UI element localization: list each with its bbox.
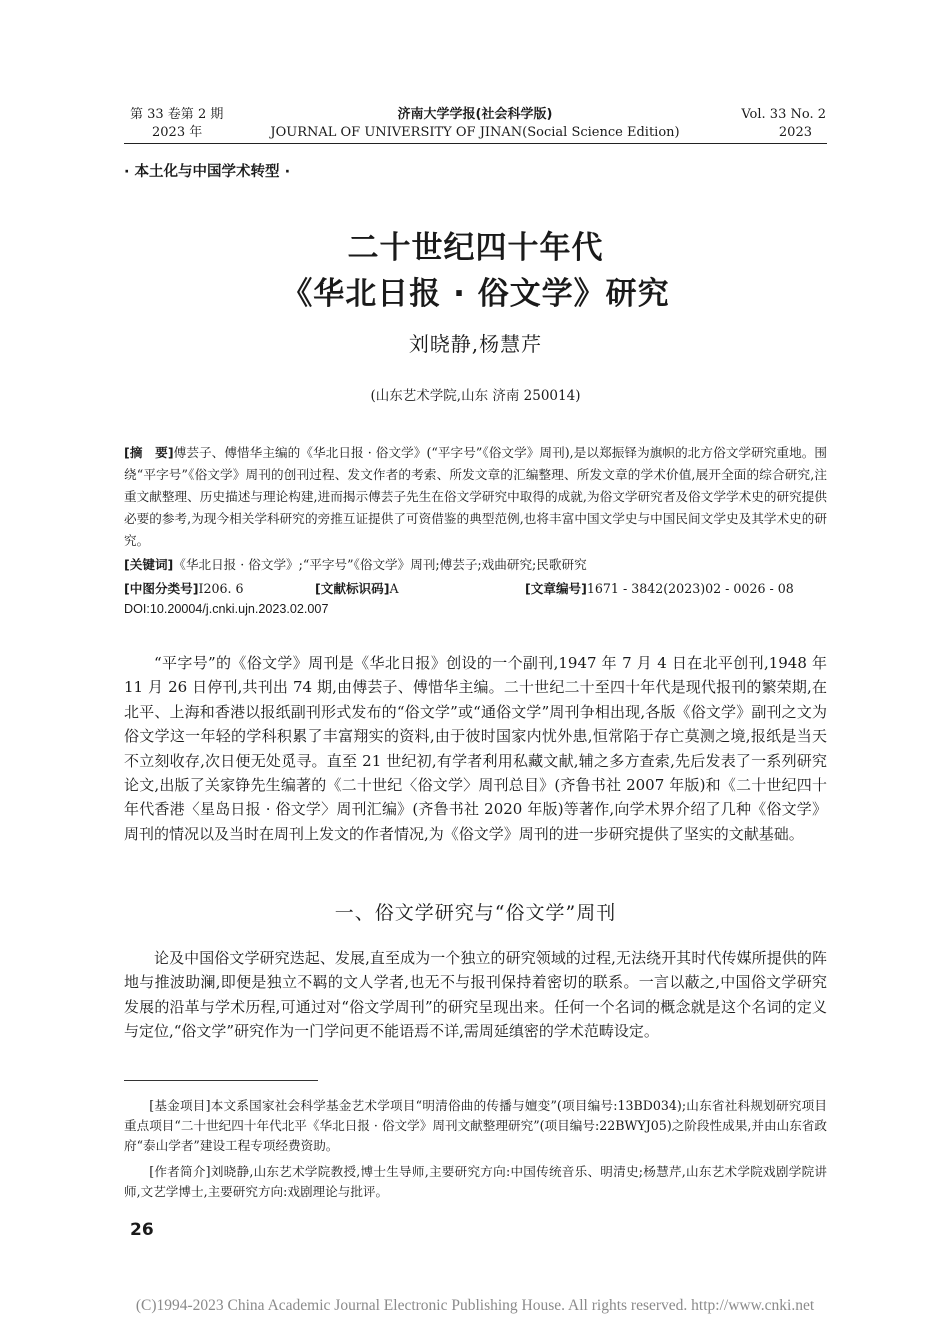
volume-en: Vol. 33 No. 2 — [741, 107, 826, 122]
classification-row — [124, 578, 827, 598]
running-header-right — [741, 106, 826, 142]
abstract-label: [摘 要] — [124, 445, 174, 460]
body-paragraph: 论及中国俗文学研究迭起、发展,直至成为一个独立的研究领域的过程,无法绕开其时代传媒所提供的阵地与推波助澜,即便是独立不羁的文人学者,也无不与报刊保持着密切的联系。一言以蔽之,中国俗文学研究发展的沿革与学术历程,可通过对“俗文学周刊”的研究呈现出来。任何一个名词的概念就是这个名词的定义与定位,“俗文学”研究作为一门学问更不能语焉不详,需周延缜密的学术范畴设定。 — [124, 949, 827, 1041]
journal-title-cn: 济南大学学报(社会科学版) — [397, 107, 553, 122]
journal-title-en: JOURNAL OF UNIVERSITY OF JINAN(Social Science Edition) — [270, 125, 680, 140]
header-rule — [124, 143, 827, 144]
year-cn: 2023 年 — [152, 125, 203, 140]
authors: 刘晓静,杨慧芹 — [408, 332, 543, 356]
doc-label: [文献标识码] — [315, 581, 390, 596]
doc-value: A — [389, 581, 399, 596]
footnote-authors: [作者简介]刘晓静,山东艺术学院教授,博士生导师,主要研究方向:中国传统音乐、明清史;杨慧芹,山东艺术学院戏剧学院讲师,文艺学博士,主要研究方向:戏剧理论与批评。 — [124, 1164, 827, 1199]
article-value: 1671 - 3842(2023)02 - 0026 - 08 — [586, 581, 794, 596]
footnote-fund: [基金项目]本文系国家社会科学基金艺术学项目“明清俗曲的传播与嬗变”(项目编号:13BD034);山东省社科规划研究项目重点项目“二十世纪四十年代北平《华北日报 · 俗文学》周刊文献整理研究”(项目编号:22BWYJ05)之阶段性成果,并由山东省政府“泰山学者”建设工程专项经费资助。 — [124, 1098, 827, 1153]
running-header-left — [130, 106, 223, 142]
keywords-label: [关键词] — [124, 557, 174, 572]
article-number — [525, 578, 794, 597]
abstract — [124, 442, 827, 552]
article-title-line1: 二十世纪四十年代 — [347, 230, 604, 266]
footnote-rule — [124, 1080, 318, 1081]
clc-value: I206. 6 — [198, 581, 244, 596]
body-paragraph: “平字号”的《俗文学》周刊是《华北日报》创设的一个副刊,1947 年 7 月 4 日在北平创刊,1948 年 11 月 26 日停刊,共刊出 74 期,由傅芸子、傅惜华主编。二十世纪二十至四十年代是现代报刊的繁荣期,在北平、上海和香港以报纸副刊形式发布的“俗文学”或“通俗文学”周刊争相出现,各版《俗文学》副刊之文为俗文学这一年轻的学科积累了丰富翔实的资料,由于彼时国家内忧外患,恒常陷于存亡莫测之境,报纸是当天不立刻收存,次日便无处觅寻。直至 21 世纪初,有学者利用私藏文献,辅之多方查索,先后发表了一系列研究论文,出版了关家铮先生编著的《二十世纪〈俗文学〉周刊总目》(齐鲁书社 2007 年版)和《二十世纪四十年代香港〈星岛日报 · 俗文学〉周刊汇编》(齐鲁书社 2020 年版)等著作,向学术界介绍了几种《俗文学》周刊的情况以及当时在周刊上发文的作者情况,为《俗文学》周刊的进一步研究提供了坚实的文献基础。 — [124, 654, 827, 843]
copyright-footer: (C)1994-2023 China Academic Journal Electronic Publishing House. All rights reserved. http://www.cnki.net — [135, 1297, 815, 1314]
doi[interactable]: DOI:10.20004/j.cnki.ujn.2023.02.007 — [124, 602, 329, 616]
column-label: · 本土化与中国学术转型 · — [124, 164, 291, 180]
page-number: 26 — [130, 1220, 154, 1240]
article-title-line2: 《华北日报 · 俗文学》研究 — [281, 276, 670, 312]
keywords-text: 《华北日报 · 俗文学》;“平字号”《俗文学》周刊;傅芸子;戏曲研究;民歌研究 — [173, 557, 587, 572]
article-label: [文章编号] — [525, 581, 587, 596]
document-code — [315, 578, 399, 597]
clc-label: [中图分类号] — [124, 581, 199, 596]
year-en: 2023 — [778, 125, 812, 140]
keywords — [124, 554, 827, 573]
section-heading: 一、俗文学研究与“俗文学”周刊 — [334, 902, 617, 924]
affiliation: (山东艺术学院,山东 济南 250014) — [370, 388, 581, 404]
abstract-text: 傅芸子、傅惜华主编的《华北日报 · 俗文学》(“平字号”《俗文学》周刊),是以郑振铎为旗帜的北方俗文学研究重地。围绕“平字号”《俗文学》周刊的创刊过程、发文作者的考索、所发文章的汇编整理、所发文章的学术价值,展开全面的综合研究,注重文献整理、历史描述与理论构建,进而揭示傅芸子先生在俗文学研究中取得的成就,为俗文学研究者及俗文学学术史的研究提供必要的参考,为现今相关学科研究的旁推互证提供了可资借鉴的典型范例,也将丰富中国文学史与中国民间文学史及其学术史的研究。 — [124, 445, 828, 548]
volume-issue: 第 33 卷第 2 期 — [130, 107, 224, 122]
running-header-center — [230, 106, 720, 142]
clc-code — [124, 578, 244, 597]
